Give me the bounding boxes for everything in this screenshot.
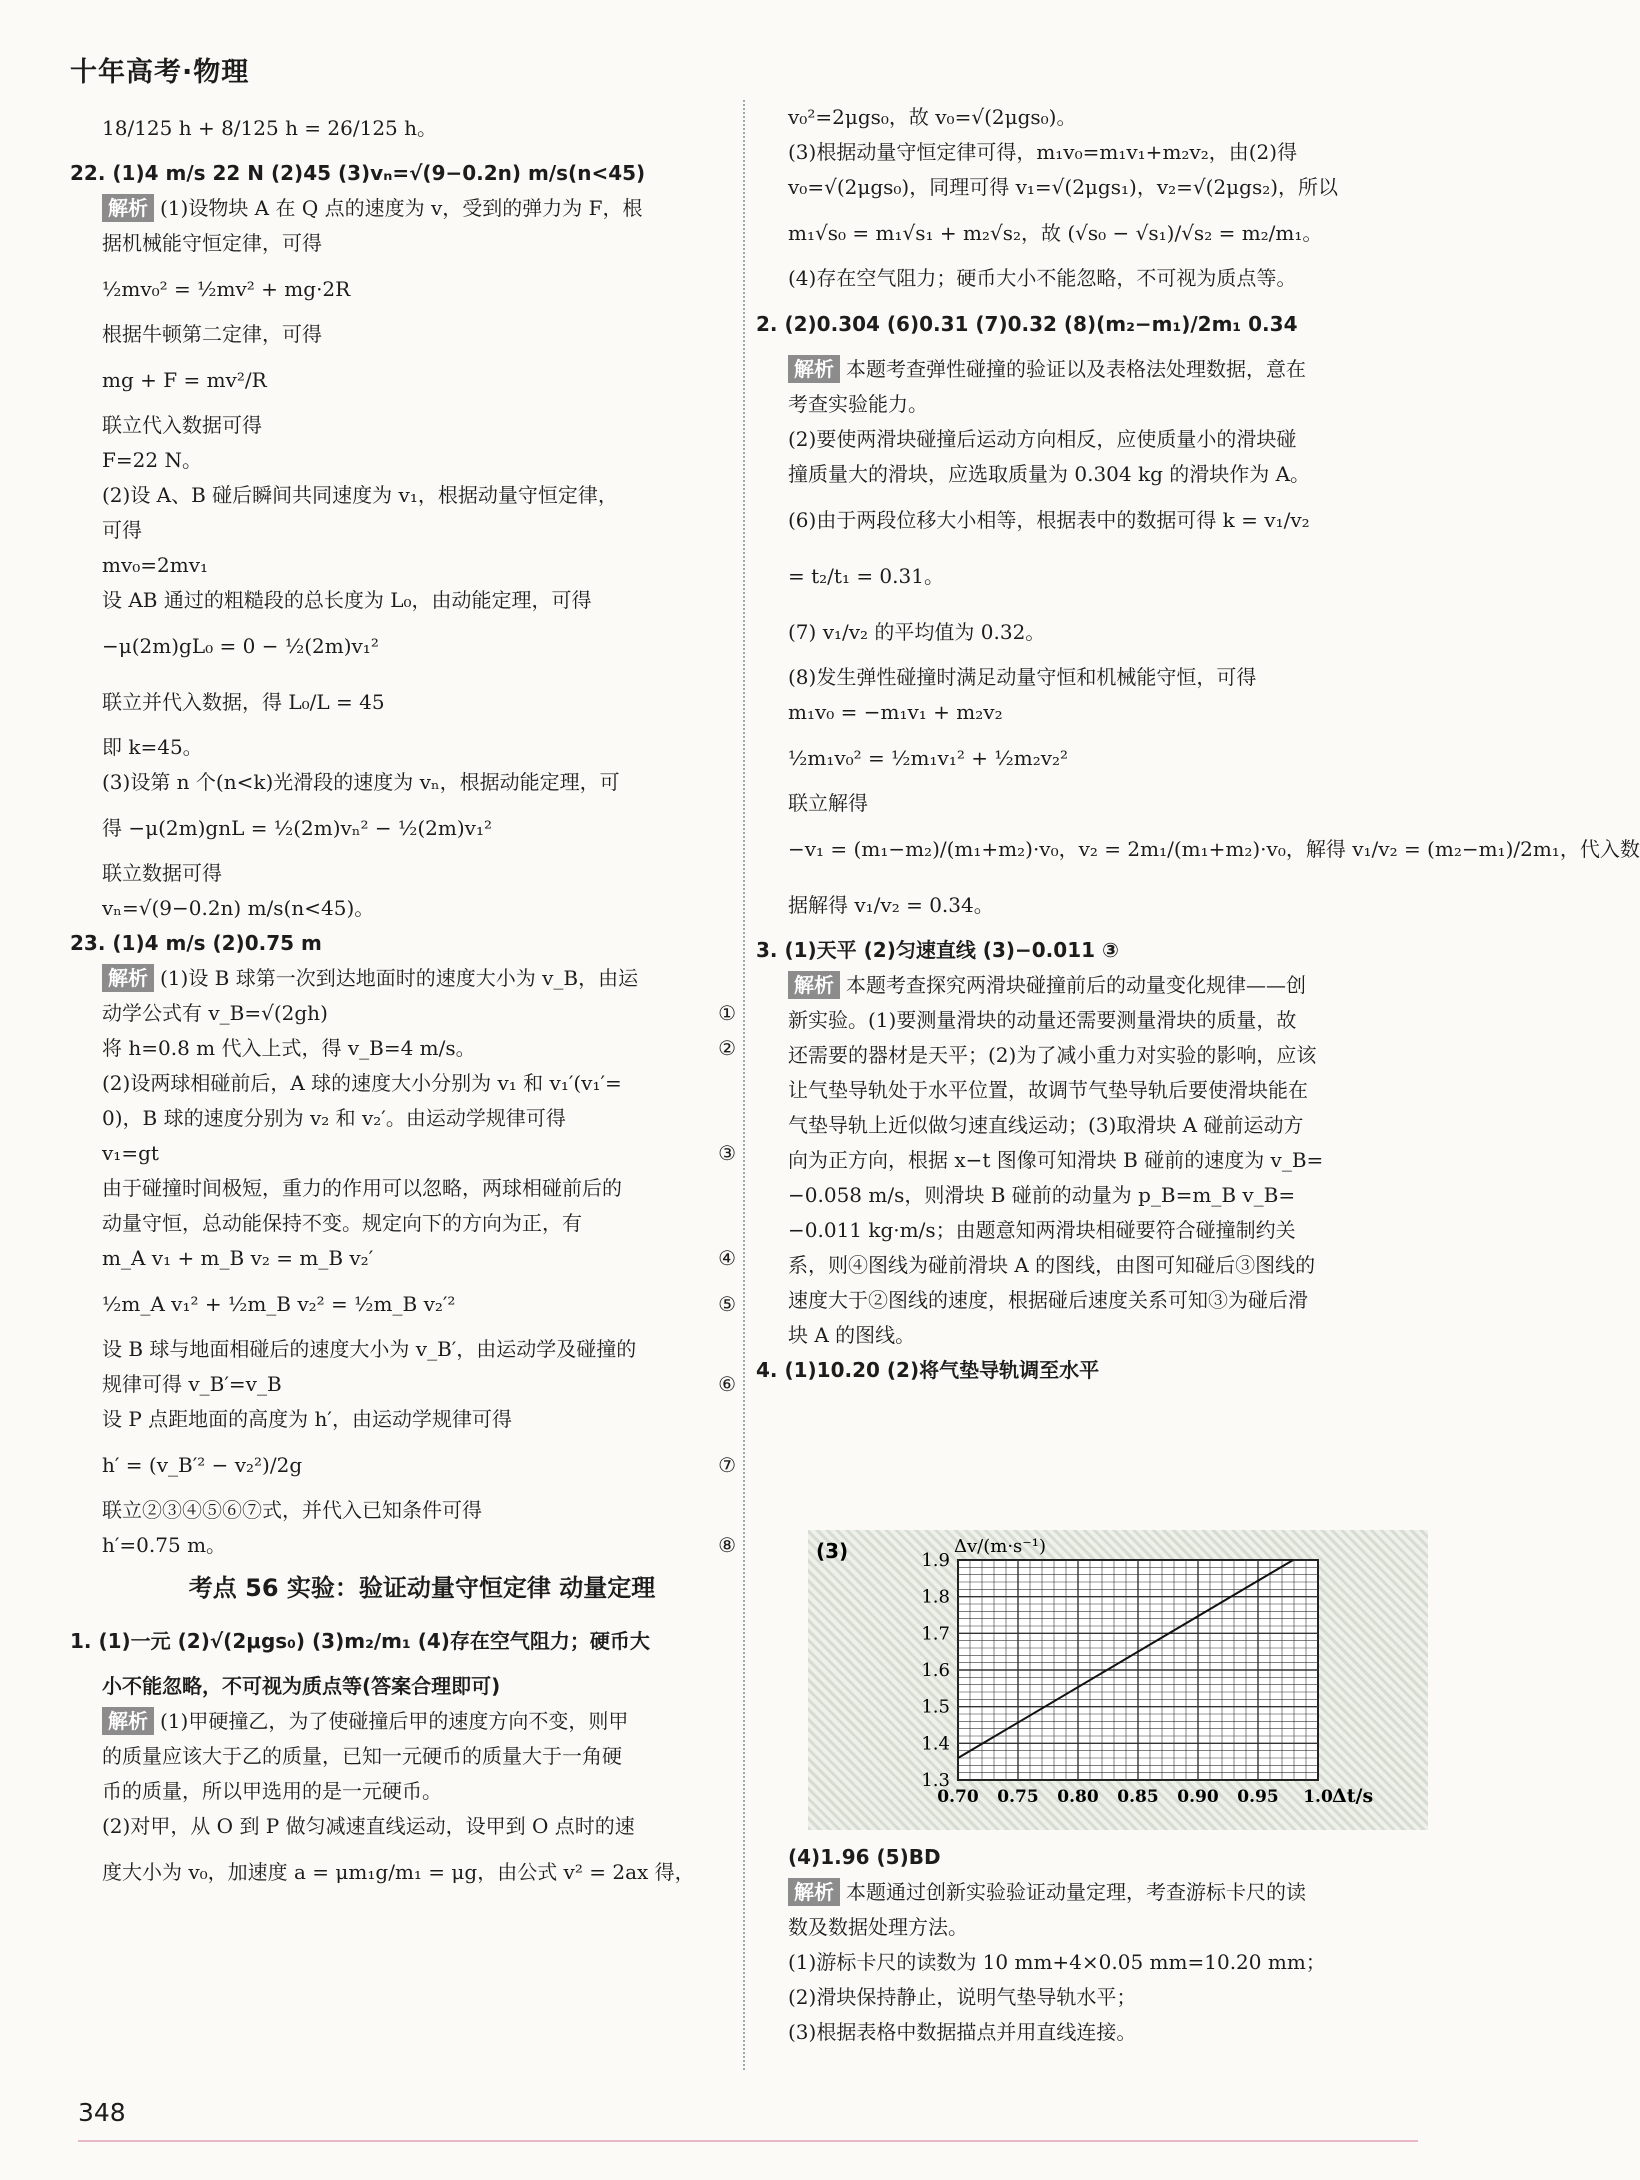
line-text: 币的质量，所以甲选用的是一元硬币。 xyxy=(102,1779,442,1803)
line-text: 即 k=45。 xyxy=(102,735,203,759)
analysis-tag: 解析 xyxy=(102,964,154,992)
line-text: 速度大于②图线的速度，根据碰后速度关系可知③为碰后滑 xyxy=(788,1288,1308,1312)
question-number: 2. xyxy=(756,312,785,336)
text-line xyxy=(788,548,1428,604)
text-line xyxy=(788,170,1428,205)
text-line xyxy=(102,478,742,513)
line-text: 让气垫导轨处于水平位置，故调节气垫导轨后要使滑块能在 xyxy=(788,1078,1308,1102)
line-text: m₁v₀ = −m₁v₁ + m₂v₂ xyxy=(788,700,1003,724)
line-text: (2)设两球相碰前后，A 球的速度大小分别为 v₁ 和 v₁′(v₁′= xyxy=(102,1071,622,1095)
text-line xyxy=(102,1774,742,1809)
line-text: ½m₁v₀² = ½m₁v₁² + ½m₂v₂² xyxy=(788,746,1069,770)
text-line xyxy=(788,877,1428,933)
question-number: 1. xyxy=(70,1629,99,1653)
text-line xyxy=(788,135,1428,170)
text-line xyxy=(102,1402,742,1437)
text-line xyxy=(788,1318,1428,1353)
line-text: 联立解得 xyxy=(788,791,868,815)
text-line xyxy=(102,1528,742,1563)
line-text: (2)对甲，从 O 到 P 做匀减速直线运动，设甲到 O 点时的速 xyxy=(102,1814,635,1838)
line-text: 将 h=0.8 m 代入上式，得 v_B=4 m/s。 xyxy=(102,1036,476,1060)
line-text: 本题考查弹性碰撞的验证以及表格法处理数据，意在 xyxy=(846,357,1306,381)
text-line xyxy=(102,583,742,618)
text-line xyxy=(102,1493,742,1528)
text-line xyxy=(102,1241,742,1276)
analysis-line xyxy=(788,968,1428,1003)
analysis-line xyxy=(788,1875,1428,1910)
text-line xyxy=(788,1840,1428,1875)
text-line xyxy=(788,1108,1428,1143)
analysis-line xyxy=(788,352,1428,387)
text-line xyxy=(788,604,1428,660)
line-text: 的质量应该大于乙的质量，已知一元硬币的质量大于一角硬 xyxy=(102,1744,622,1768)
text-line xyxy=(788,261,1428,296)
line-text: (3)根据动量守恒定律可得，m₁v₀=m₁v₁+m₂v₂，由(2)得 xyxy=(788,140,1298,164)
left-column xyxy=(70,100,742,1900)
line-text: ½mv₀² = ½mv² + mg·2R xyxy=(102,277,351,301)
y-tick-label: 1.4 xyxy=(921,1733,950,1755)
text-line xyxy=(102,856,742,891)
equation-number: ⑦ xyxy=(718,1453,736,1477)
y-tick-label: 1.8 xyxy=(921,1586,950,1608)
answer-text: (1)4 m/s (2)0.75 m xyxy=(112,931,322,955)
y-tick-label: 1.6 xyxy=(921,1660,950,1681)
line-text: 气垫导轨上近似做匀速直线运动；(3)取滑块 A 碰前运动方 xyxy=(788,1113,1304,1137)
x-tick-label: 0.70 xyxy=(937,1787,979,1807)
line-text: 度大小为 v₀，加速度 a = μm₁g/m₁ = μg，由公式 v² = 2ax 得， xyxy=(102,1860,695,1884)
right-column-tail xyxy=(788,1840,1428,2050)
answer-text: (1)一元 (2)√(2μgs₀) (3)m₂/m₁ (4)存在空气阻力；硬币大 xyxy=(98,1629,650,1653)
text-line xyxy=(756,1353,1428,1388)
line-text: 新实验。(1)要测量滑块的动量还需要测量滑块的质量，故 xyxy=(788,1008,1297,1032)
text-line xyxy=(788,2015,1428,2050)
line-text: 据机械能守恒定律，可得 xyxy=(102,231,322,255)
answer-text: 小不能忽略，不可视为质点等(答案合理即可) xyxy=(102,1674,501,1698)
line-text: 根据牛顿第二定律，可得 xyxy=(102,322,322,346)
text-line xyxy=(756,933,1428,968)
text-line xyxy=(102,1437,742,1493)
equation-number: ④ xyxy=(718,1246,736,1270)
x-tick-label: 1.0 xyxy=(1303,1787,1333,1807)
line-text: 0)，B 球的速度分别为 v₂ 和 v₂′。由运动学规律可得 xyxy=(102,1106,566,1130)
line-text: 设 P 点距地面的高度为 h′，由运动学规律可得 xyxy=(102,1407,512,1431)
text-line xyxy=(102,1367,742,1402)
line-text: (7) v₁/v₂ 的平均值为 0.32。 xyxy=(788,620,1046,644)
line-text: −μ(2m)gL₀ = 0 − ½(2m)v₁² xyxy=(102,634,379,658)
equation-number: ② xyxy=(718,1036,736,1060)
line-text: 18/125 h + 8/125 h = 26/125 h。 xyxy=(102,116,438,140)
line-text: (3)设第 n 个(n<k)光滑段的速度为 vₙ，根据动能定理，可 xyxy=(102,770,620,794)
line-text: 联立数据可得 xyxy=(102,861,222,885)
question-number: 4. xyxy=(756,1358,785,1382)
equation-number: ① xyxy=(718,1001,736,1025)
line-text: −0.058 m/s，则滑块 B 碰前的动量为 p_B=m_B v_B= xyxy=(788,1183,1296,1207)
line-text: (1)甲硬撞乙，为了使碰撞后甲的速度方向不变，则甲 xyxy=(160,1709,629,1733)
line-text: (8)发生弹性碰撞时满足动量守恒和机械能守恒，可得 xyxy=(788,665,1257,689)
line-text: mv₀=2mv₁ xyxy=(102,553,209,577)
line-text: 动量守恒，总动能保持不变。规定向下的方向为正，有 xyxy=(102,1211,582,1235)
question-number: 3. xyxy=(756,938,785,962)
page-header-title: 十年高考·物理 xyxy=(70,57,250,88)
text-line xyxy=(788,1003,1428,1038)
text-line xyxy=(102,1101,742,1136)
line-text: 据解得 v₁/v₂ = 0.34。 xyxy=(788,893,994,917)
text-line xyxy=(102,891,742,926)
text-line xyxy=(102,1809,742,1844)
text-line xyxy=(102,765,742,800)
answer-text: (4)1.96 (5)BD xyxy=(788,1845,941,1869)
graph-part-label: (3) xyxy=(816,1539,849,1563)
text-line xyxy=(102,261,742,317)
text-line xyxy=(102,800,742,856)
x-tick-label: 0.95 xyxy=(1237,1787,1279,1807)
text-line xyxy=(788,1945,1428,1980)
line-text: 本题通过创新实验验证动量定理，考查游标卡尺的读 xyxy=(846,1880,1306,1904)
text-line xyxy=(102,618,742,674)
text-line xyxy=(788,205,1428,261)
line-text: (2)设 A、B 碰后瞬间共同速度为 v₁，根据动量守恒定律， xyxy=(102,483,618,507)
line-text: 考查实验能力。 xyxy=(788,392,928,416)
line-text: mg + F = mv²/R xyxy=(102,368,267,392)
text-line xyxy=(102,1136,742,1171)
line-text: F=22 N。 xyxy=(102,448,202,472)
text-line xyxy=(788,1073,1428,1108)
text-line xyxy=(788,1910,1428,1945)
text-line xyxy=(102,352,742,408)
analysis-tag: 解析 xyxy=(102,194,154,222)
equation-number: ⑧ xyxy=(718,1533,736,1557)
line-text: 联立②③④⑤⑥⑦式，并代入已知条件可得 xyxy=(102,1498,482,1522)
text-line xyxy=(102,1332,742,1367)
equation-number: ⑥ xyxy=(718,1372,736,1396)
analysis-line xyxy=(102,191,742,226)
right-column xyxy=(756,100,1640,1388)
text-line xyxy=(788,1980,1428,2015)
analysis-tag: 解析 xyxy=(102,1707,154,1735)
text-line xyxy=(788,821,1640,877)
text-line xyxy=(788,492,1428,548)
text-line xyxy=(102,996,742,1031)
line-text: (1)设 B 球第一次到达地面时的速度大小为 v_B，由运 xyxy=(160,966,639,990)
line-text: vₙ=√(9−0.2n) m/s(n<45)。 xyxy=(102,896,375,920)
text-line xyxy=(102,1844,742,1900)
line-text: (1)游标卡尺的读数为 10 mm+4×0.05 mm=10.20 mm； xyxy=(788,1950,1326,1974)
column-divider xyxy=(743,100,745,2070)
line-text: (2)滑块保持静止，说明气垫导轨水平； xyxy=(788,1985,1137,2009)
text-line xyxy=(102,317,742,352)
text-line xyxy=(102,730,742,765)
analysis-tag: 解析 xyxy=(788,355,840,383)
y-tick-label: 1.9 xyxy=(921,1550,950,1571)
text-line xyxy=(102,1066,742,1101)
text-line xyxy=(102,100,742,156)
text-line xyxy=(788,1213,1428,1248)
text-line xyxy=(788,1248,1428,1283)
line-text: m₁√s₀ = m₁√s₁ + m₂√s₂，故 (√s₀ − √s₁)/√s₂ = m₂/m₁。 xyxy=(788,221,1323,245)
line-text: −0.011 kg·m/s；由题意知两滑块相碰要符合碰撞制约关 xyxy=(788,1218,1296,1242)
line-text: = t₂/t₁ = 0.31。 xyxy=(788,564,944,588)
y-tick-label: 1.3 xyxy=(921,1770,950,1791)
line-text: 向为正方向，根据 x−t 图像可知滑块 B 碰前的速度为 v_B= xyxy=(788,1148,1324,1172)
x-tick-label: 0.75 xyxy=(997,1787,1039,1807)
text-line xyxy=(70,926,742,961)
line-text: −v₁ = (m₁−m₂)/(m₁+m₂)·v₀，v₂ = 2m₁/(m₁+m₂)·v₀，解得 v₁/v₂ = (m₂−m₁)/2m₁，代入数 xyxy=(788,837,1640,861)
analysis-tag: 解析 xyxy=(788,971,840,999)
line-text: (1)设物块 A 在 Q 点的速度为 v，受到的弹力为 F，根 xyxy=(160,196,643,220)
line-text: 数及数据处理方法。 xyxy=(788,1915,968,1939)
text-line xyxy=(102,513,742,548)
footer-rule xyxy=(78,2140,1418,2142)
text-line xyxy=(788,1038,1428,1073)
line-text: 动学公式有 v_B=√(2gh) xyxy=(102,1001,328,1025)
section-heading xyxy=(102,1563,742,1613)
equation-number: ③ xyxy=(718,1141,736,1165)
line-text: 可得 xyxy=(102,518,142,542)
text-line xyxy=(102,1739,742,1774)
x-tick-label: 0.85 xyxy=(1117,1787,1159,1807)
line-text: 联立并代入数据，得 L₀/L = 45 xyxy=(102,690,385,714)
line-text: v₁=gt xyxy=(102,1141,159,1165)
text-line xyxy=(102,674,742,730)
equation-number: ⑤ xyxy=(718,1292,736,1316)
text-line xyxy=(788,100,1428,135)
answer-text: (2)0.304 (6)0.31 (7)0.32 (8)(m₂−m₁)/2m₁ 0.34 xyxy=(784,312,1298,336)
text-line xyxy=(102,1206,742,1241)
text-line xyxy=(788,1143,1428,1178)
line-text: 考点 56 实验：验证动量守恒定律 动量定理 xyxy=(188,1574,656,1602)
text-line xyxy=(102,408,742,443)
text-line xyxy=(788,695,1428,730)
analysis-line xyxy=(102,1704,742,1739)
line-text: (6)由于两段位移大小相等，根据表中的数据可得 k = v₁/v₂ xyxy=(788,508,1310,532)
answer-text: (1)天平 (2)匀速直线 (3)−0.011 ③ xyxy=(784,938,1119,962)
text-line xyxy=(788,457,1428,492)
line-text: 设 AB 通过的粗糙段的总长度为 L₀，由动能定理，可得 xyxy=(102,588,592,612)
text-line xyxy=(102,548,742,583)
text-line xyxy=(756,296,1428,352)
line-text: v₀²=2μgs₀，故 v₀=√(2μgs₀)。 xyxy=(788,105,1077,129)
line-text: 系，则④图线为碰前滑块 A 的图线，由图可知碰后③图线的 xyxy=(788,1253,1316,1277)
line-text: (4)存在空气阻力；硬币大小不能忽略，不可视为质点等。 xyxy=(788,266,1297,290)
line-text: m_A v₁ + m_B v₂ = m_B v₂′ xyxy=(102,1246,374,1270)
text-line xyxy=(788,1178,1428,1213)
line-text: v₀=√(2μgs₀)，同理可得 v₁=√(2μgs₁)，v₂=√(2μgs₂)，所以 xyxy=(788,175,1339,199)
line-text: 本题考查探究两滑块碰撞前后的动量变化规律——创 xyxy=(846,973,1306,997)
text-line xyxy=(788,387,1428,422)
analysis-tag: 解析 xyxy=(788,1878,840,1906)
text-line xyxy=(102,226,742,261)
text-line xyxy=(788,1283,1428,1318)
text-line xyxy=(102,1669,742,1704)
text-line xyxy=(70,1613,742,1669)
question-number: 22. xyxy=(70,161,113,185)
line-text: 得 −μ(2m)gnL = ½(2m)vₙ² − ½(2m)v₁² xyxy=(102,816,492,840)
line-text: h′ = (v_B′² − v₂²)/2g xyxy=(102,1453,303,1477)
x-tick-label: 0.90 xyxy=(1177,1787,1219,1807)
line-text: 设 B 球与地面相碰后的速度大小为 v_B′，由运动学及碰撞的 xyxy=(102,1337,637,1361)
line-text: 由于碰撞时间极短，重力的作用可以忽略，两球相碰前后的 xyxy=(102,1176,622,1200)
text-line xyxy=(788,422,1428,457)
text-line xyxy=(102,1171,742,1206)
text-line xyxy=(102,443,742,478)
line-text: 撞质量大的滑块，应选取质量为 0.304 kg 的滑块作为 A。 xyxy=(788,462,1311,486)
text-line xyxy=(102,1276,742,1332)
answer-text: (1)10.20 (2)将气垫导轨调至水平 xyxy=(784,1358,1100,1382)
line-text: h′=0.75 m。 xyxy=(102,1533,227,1557)
y-axis-label: Δv/(m·s⁻¹) xyxy=(954,1536,1047,1557)
x-tick-label: 0.80 xyxy=(1057,1787,1099,1807)
line-text: 规律可得 v_B′=v_B xyxy=(102,1372,282,1396)
y-tick-label: 1.5 xyxy=(921,1696,950,1718)
text-line xyxy=(788,730,1428,786)
text-line xyxy=(788,660,1428,695)
line-text: ½m_A v₁² + ½m_B v₂² = ½m_B v₂′² xyxy=(102,1292,456,1316)
question-number: 23. xyxy=(70,931,113,955)
text-line xyxy=(102,1031,742,1066)
text-line xyxy=(70,156,742,191)
delta-v-delta-t-graph xyxy=(808,1530,1428,1830)
line-text: 块 A 的图线。 xyxy=(788,1323,916,1347)
answer-text: (1)4 m/s 22 N (2)45 (3)vₙ=√(9−0.2n) m/s(n<45) xyxy=(112,161,646,185)
page-number: 348 xyxy=(78,2098,126,2127)
line-text: 还需要的器材是天平；(2)为了减小重力对实验的影响，应该 xyxy=(788,1043,1317,1067)
line-text: (2)要使两滑块碰撞后运动方向相反，应使质量小的滑块碰 xyxy=(788,427,1297,451)
line-text: 联立代入数据可得 xyxy=(102,413,262,437)
analysis-line xyxy=(102,961,742,996)
line-text: (3)根据表格中数据描点并用直线连接。 xyxy=(788,2020,1137,2044)
graph-region xyxy=(808,1530,1428,1830)
y-tick-label: 1.7 xyxy=(921,1623,950,1645)
text-line xyxy=(788,786,1428,821)
x-axis-label: Δt/s xyxy=(1332,1785,1374,1807)
